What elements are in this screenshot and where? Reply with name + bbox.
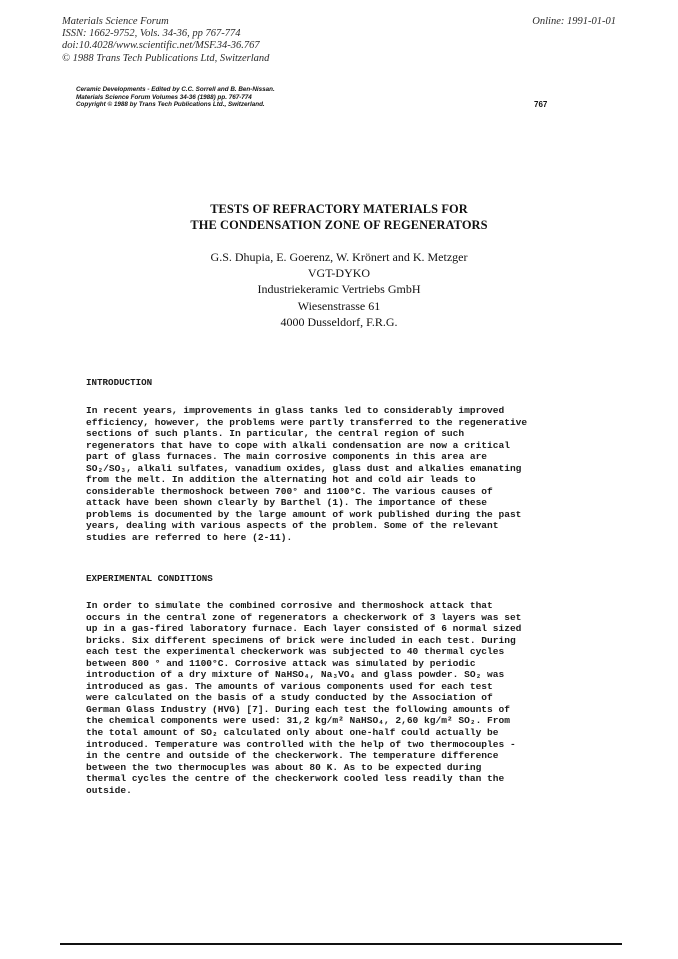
copyright-line: © 1988 Trans Tech Publications Ltd, Switzerland	[62, 52, 270, 64]
text-line: SO₂/SO₃, alkali sulfates, vanadium oxides, glass dust and alkalies emanating	[86, 462, 522, 474]
text-line: introduced as gas. The amounts of various components used for each test	[86, 680, 493, 692]
text-line: introduction of a dry mixture of NaHSO₄, Na₃VO₄ and glass powder. SO₂ was	[86, 669, 505, 681]
text-line: considerable thermoshock between 700° and 1100°C. The various causes of	[86, 485, 493, 497]
online-date: Online: 1991-01-01	[532, 16, 616, 27]
journal-meta	[62, 16, 382, 65]
text-line: in the centre and outside of the checkerwork. The temperature difference	[86, 750, 499, 762]
text-line: the total amount of SO₂ calculated only about one-half could actually be	[86, 727, 499, 739]
text-line: studies are referred to here (2-11).	[86, 532, 293, 544]
text-line: bricks. Six different specimens of brick were included in each test. During	[86, 634, 516, 646]
section-heading-introduction: INTRODUCTION	[86, 377, 153, 388]
section-heading-experimental: EXPERIMENTAL CONDITIONS	[86, 573, 213, 584]
text-line: In order to simulate the combined corrosive and thermoshock attack that	[86, 600, 493, 611]
experimental-paragraph	[86, 600, 606, 796]
text-line: introduced. Temperature was controlled with the help of two thermocouples -	[86, 738, 516, 750]
affiliation-city: 4000 Dusseldorf, F.R.G.	[280, 314, 398, 329]
text-line: between 800 ° and 1100°C. Corrosive attack was simulated by periodic	[86, 657, 476, 669]
title-line: TESTS OF REFRACTORY MATERIALS FOR	[210, 202, 468, 216]
doi-line: doi:10.4028/www.scientific.net/MSF.34-36.767	[62, 40, 260, 52]
issn-line: ISSN: 1662-9752, Vols. 34-36, pp 767-774	[62, 28, 241, 40]
title-line: THE CONDENSATION ZONE OF REGENERATORS	[190, 218, 488, 232]
bottom-rule	[60, 943, 622, 945]
text-line: occurs in the central zone of regenerators a checkerwork of 3 layers was set	[86, 611, 522, 623]
copyright-block	[76, 86, 376, 109]
text-line: thermal cycles the centre of the checkerwork cooled less readily than the	[86, 773, 505, 785]
affiliation-company: Industriekeramic Vertriebs GmbH	[257, 282, 421, 297]
text-line: years, dealing with various aspects of the problem. Some of the relevant	[86, 520, 499, 532]
text-line: part of glass furnaces. The main corrosive components in this area are	[86, 451, 488, 463]
text-line: attack have been shown clearly by Barthel (1). The importance of these	[86, 497, 488, 509]
text-line: up in a gas-fired laboratory furnace. Each layer consisted of 6 normal sized	[86, 623, 522, 635]
text-line: were calculated on the basis of a study conducted by the Association of	[86, 692, 493, 704]
text-line: problems is documented by the large amount of work published during the past	[86, 508, 522, 520]
text-line: German Glass Industry (HVG) [7]. During each test the following amounts of	[86, 703, 510, 715]
volume-line: Materials Science Forum Volumes 34-36 (1988) pp. 767-774	[76, 93, 252, 101]
paper-title	[0, 201, 678, 233]
text-line: from the melt. In addition the alternating hot and cold air leads to	[86, 474, 476, 486]
text-line: In recent years, improvements in glass tanks led to considerably improved	[86, 405, 505, 416]
edited-by-line: Ceramic Developments - Edited by C.C. Sorrell and B. Ben-Nissan.	[76, 86, 275, 93]
text-line: the chemical components were used: 31,2 kg/m² NaHSO₄, 2,60 kg/m² SO₂. From	[86, 715, 510, 727]
text-line: between the two thermocuples was about 80 K. As to be expected during	[86, 761, 482, 773]
affiliation-street: Wiesenstrasse 61	[297, 298, 381, 313]
text-line: regenerators that have to cope with alkali condensation are now a critical	[86, 439, 510, 451]
affiliation-org: VGT-DYKO	[307, 266, 371, 281]
text-line: efficiency, however, the problems were partly transferred to the regenerative	[86, 416, 528, 428]
text-line: outside.	[86, 784, 132, 796]
journal-name: Materials Science Forum	[62, 16, 169, 27]
author-names: G.S. Dhupia, E. Goerenz, W. Krönert and K. Metzger	[210, 250, 468, 264]
publisher-line: Copyright © 1988 by Trans Tech Publications Ltd., Switzerland.	[76, 101, 265, 109]
text-line: each test the experimental checkerwork was subjected to 40 thermal cycles	[86, 646, 505, 658]
author-block	[0, 249, 678, 330]
page-number: 767	[534, 100, 548, 109]
text-line: sections of such plants. In particular, the central region of such	[86, 428, 465, 440]
introduction-paragraph	[86, 405, 606, 544]
